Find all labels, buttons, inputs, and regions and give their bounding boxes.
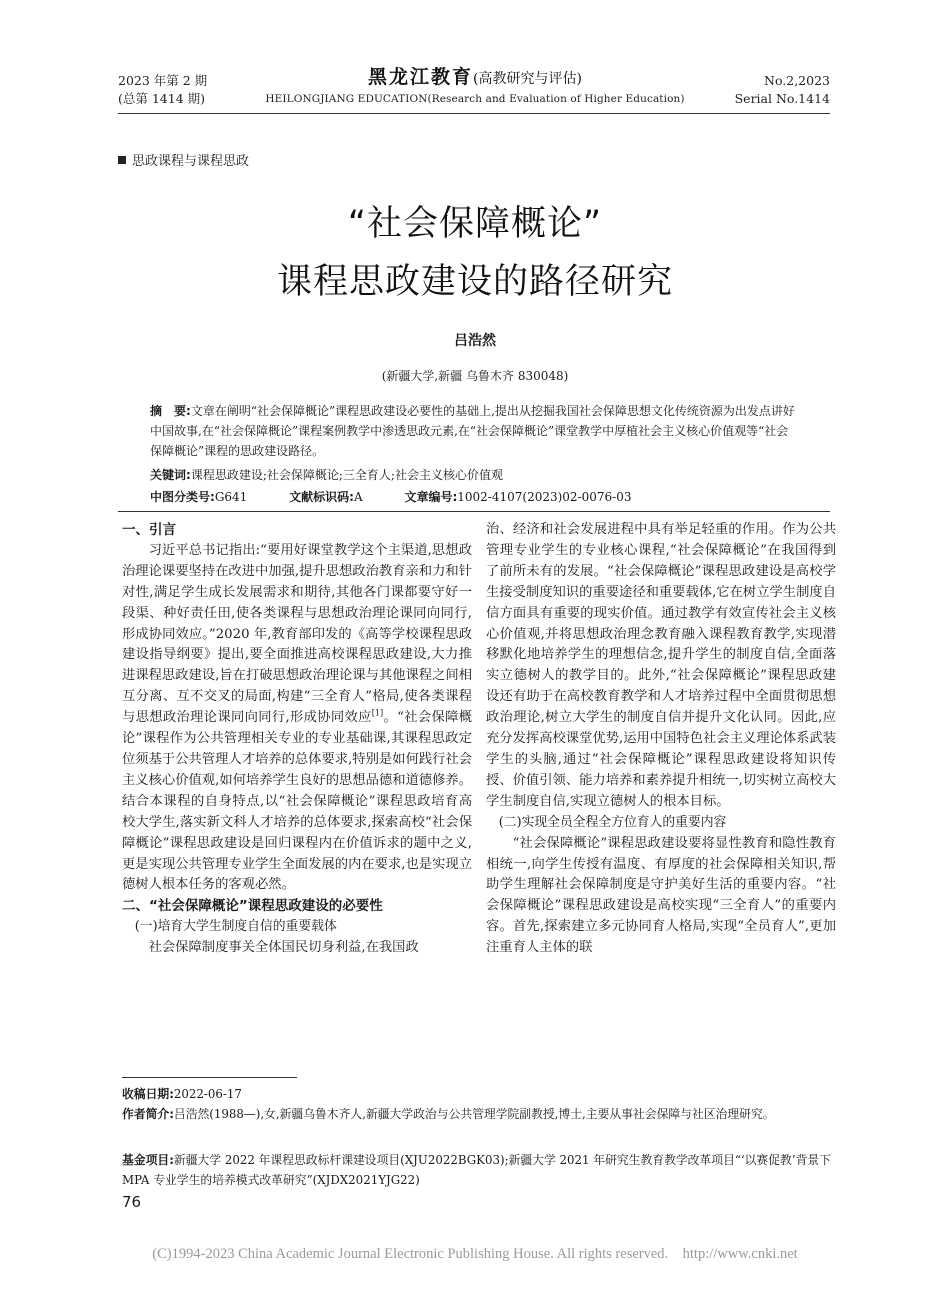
right-column (486, 520, 836, 959)
classification-line (150, 487, 670, 507)
doc-code-value: A (353, 490, 363, 504)
issue-serial: (总第 1414 期) (118, 91, 206, 106)
journal-name-cn: 黑龙江教育 (368, 66, 474, 88)
paragraph-social-security: 社会保障制度事关全体国民切身利益,在我国政 (148, 940, 419, 956)
section-tag (118, 150, 249, 169)
paragraph-explicit-implicit: “社会保障概论”课程思政建设要将显性教育和隐性教育相统一,向学生传授有温度、有厚度的社会保障相关知识,帮助学生理解社会保障制度是守护美好生活的重要内容。“社会保障概论”课程思政建设是高校实现“三全育人”的重要内容。首先,探索建立多元协同育人格局,实现“全员育人”,更加注重育人主体的联 (486, 835, 836, 956)
heading-introduction: 一、引言 (122, 522, 176, 538)
subheading-confidence: (一)培育大学生制度自信的重要载体 (134, 919, 337, 935)
article-no-value: 1002-4107(2023)02-0076-03 (457, 490, 632, 504)
left-column (122, 520, 472, 959)
keywords-label: 关键词: (150, 468, 191, 482)
funding-info: 基金项目:新疆大学 2022 年课程思政标杆课建设项目(XJU2022BGK03);新疆大学 2021 年研究生教育教学改革项目“‘以赛促教’背景下 MPA 专业学生的培养模式改革研究”(XJDX2021YJG22) (122, 1153, 831, 1187)
citation-ref: [1] (371, 708, 384, 718)
article-no-label: 文章编号: (404, 490, 458, 504)
clc-label: 中图分类号: (150, 490, 215, 504)
received-date: 收稿日期:2022-06-17 (122, 1087, 242, 1101)
paragraph-intro: 习近平总书记指出:“要用好课堂教学这个主渠道,思想政治理论课要坚持在改进中加强,提升思想政治教育亲和力和针对性,满足学生成长发展需求和期待,其他各门课都要守好一段渠、种好责任田,使各类课程与思想政治理论课同向同行,形成协同效应。”2020 年,教育部印发的《高等学校课程思政建设指导纲要》提出,要全面推进高校课程思政建设,大力推进课程思政建设,旨在打破思想政治理论课与其他课程之间相互分离、互不交叉的局面,构建“三全育人”格局,使各类课程与思想政治理论课同向同行,形成协同效应[1]。“社会保障概论”课程作为公共管理相关专业的专业基础课,其课程思政定位须基于公共管理人才培养的总体要求,特别是如何践行社会主义核心价值观,如何培养学生良好的思想品德和道德修养。结合本课程的自身特点,以“社会保障概论”课程思政培育高校大学生,落实新文科人才培养的总体要求,探索高校“社会保障概论”课程思政建设是回归课程内在价值诉求的题中之义,更是实现公共管理专业学生全面发展的内在要求,也是实现立德树人根本任务的客观必然。 (122, 542, 472, 893)
subheading-all-round-education: (二)实现全员全程全方位育人的重要内容 (498, 814, 727, 830)
abstract-divider (118, 511, 830, 512)
clc-value: G641 (214, 490, 248, 504)
article-title-line2: 课程思政建设的路径研究 (276, 262, 673, 302)
doc-code-label: 文献标识码: (289, 490, 354, 504)
issue-serial-en: Serial No.1414 (734, 91, 830, 106)
square-bullet-icon (118, 156, 126, 164)
keywords-text: 课程思政建设;社会保障概论;三全育人;社会主义核心价值观 (190, 468, 503, 482)
issue-number: 2023 年第 2 期 (118, 73, 208, 88)
author-name: 吕浩然 (454, 333, 496, 349)
author-bio: 作者简介:吕浩然(1988—),女,新疆乌鲁木齐人,新疆大学政治与公共管理学院副教授,博士,主要从事社会保障与社区治理研究。 (122, 1107, 775, 1121)
article-title-line1: “社会保障概论” (347, 204, 603, 244)
footnote-divider (122, 1077, 297, 1078)
abstract-label: 摘 要: (150, 404, 191, 418)
paragraph-continued: 治、经济和社会发展进程中具有举足轻重的作用。作为公共管理专业学生的专业核心课程,“社会保障概论”在我国得到了前所未有的发展。“社会保障概论”课程思政建设是高校学生接受制度知识的重要途径和重要载体,它在树立学生制度自信方面具有重要的现实价值。通过教学有效宣传社会主义核心价值观,并将思想政治理念教育融入课程教育教学,实现潜移默化地培养学生的理想信念,提升学生的制度自信,全面落实立德树人的教学目的。此外,“社会保障概论”课程思政建设还有助于在高校教育教学和人才培养过程中全面贯彻思想政治理论,树立大学生的制度自信并提升文化认同。因此,应充分发挥高校课堂优势,运用中国特色社会主义理论体系武装学生的头脑,通过“社会保障概论”课程思政建设将知识传授、价值引领、能力培养和素养提升相统一,切实树立高校大学生制度自信,实现立德树人的根本目标。 (486, 522, 836, 809)
header-issue-en (735, 72, 830, 108)
header-divider (118, 113, 830, 114)
journal-subtitle-cn: (高教研究与评估) (473, 71, 582, 87)
copyright-watermark: (C)1994-2023 China Academic Journal Electronic Publishing House. All rights reserved. http://www.cnki.net (152, 1246, 798, 1262)
keywords (150, 465, 800, 485)
abstract-text: 文章在阐明“社会保障概论”课程思政建设必要性的基础上,提出从挖掘我国社会保障思想文化传统资源为出发点讲好中国故事,在“社会保障概论”课程案例教学中渗透思政元素,在“社会保障概论”课堂教学中厚植社会主义核心价值观等“社会保障概论”课程的思政建设路径。 (150, 404, 795, 458)
journal-name-en: HEILONGJIANG EDUCATION(Research and Evaluation of Higher Education) (265, 93, 685, 105)
issue-number-en: No.2,2023 (764, 73, 830, 88)
abstract (150, 401, 800, 461)
section-tag-label: 思政课程与课程思政 (132, 154, 250, 169)
author-affiliation: (新疆大学,新疆 乌鲁木齐 830048) (381, 369, 569, 383)
heading-necessity: 二、“社会保障概论”课程思政建设的必要性 (122, 898, 383, 915)
page-number: 76 (122, 1193, 142, 1211)
